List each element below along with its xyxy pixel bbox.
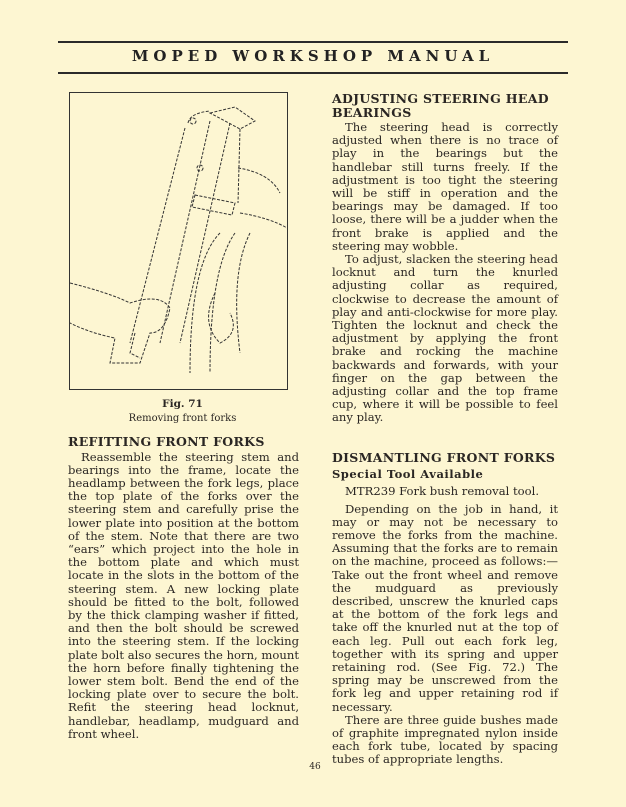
header-rule-bottom: [58, 72, 568, 74]
figure-caption: Removing front forks: [128, 413, 237, 424]
adjusting-paragraph-1: The steering head is correctly adjusted when there is no trace of play in the bearings but the handlebar still turns freely. If the adjustment is too tight the steering will be stiff in operation and the bearings may be damaged. If too loose, there will be a judder when the front brake is applied and the steering may wobble.: [332, 120, 558, 253]
page-number: 46: [309, 762, 321, 772]
adjusting-paragraph-2: To adjust, slacken the steering head locknut and turn the knurled adjusting collar as required, clockwise to decrease the amount of play and anti-clockwise for more play. Tighten the locknut and check the adjustment by applying the front brake and rocking the machine backwards and forwards, with your finger on the gap between the adjusting collar and the top frame cup, where it will be possible to feel any play.: [332, 252, 558, 425]
header-rule-top: [58, 41, 568, 43]
figure-71-illustration: [69, 92, 288, 390]
section-spacer: [332, 425, 558, 451]
section-heading-refitting: REFITTING FRONT FORKS: [68, 434, 265, 449]
section-heading-adjusting: ADJUSTING STEERING HEAD BEARINGS: [332, 91, 549, 120]
right-column: [332, 92, 558, 767]
special-tool-subheading: Special Tool Available: [332, 467, 484, 482]
dismantling-paragraph-2: There are three guide bushes made of graphite impregnated nylon inside each fork tube, located by spacing tubes of appropriate lengths.: [332, 712, 558, 767]
left-column: [68, 435, 299, 741]
running-header: MOPED WORKSHOP MANUAL: [131, 47, 495, 65]
fork-removal-drawing-icon: [70, 93, 287, 389]
special-tool-item: MTR239 Fork bush removal tool.: [345, 484, 540, 499]
section-heading-dismantling: DISMANTLING FRONT FORKS: [332, 449, 556, 465]
refitting-paragraph: Reassemble the steering stem and bearings into the frame, locate the headlamp between the fork legs, place the top plate of the forks over the steering stem and carefully prise the lower plate into position at the bottom of the stem. Note that there are two “ears” which project into the hole in the bottom plate and which must locate in the slots in the bottom of the steering stem. A new locking plate should be fitted to the bolt, followed by the thick clamping washer if fitted, and then the bolt should be screwed into the steering stem. If the locking plate bolt also secures the horn, mount the horn before finally tightening the lower stem bolt. Bend the end of the locking plate over to secure the bolt. Refit the steering head locknut, handlebar, headlamp, mudguard and front wheel.: [68, 449, 299, 741]
figure-label: Fig. 71: [162, 398, 203, 410]
dismantling-paragraph-1: Depending on the job in hand, it may or may not be necessary to remove the forks from the machine. Assuming that the forks are to remain on the machine, proceed as follows:—Take out the front wheel and remove the mudguard as previously described, unscrew the knurled caps at the bottom of the fork legs and take off the knurled nut at the top of each leg. Pull out each fork leg, together with its spring and upper retaining rod. (See Fig. 72.) The spring may be unscrewed from the fork leg and upper retaining rod if necessary.: [332, 501, 558, 714]
